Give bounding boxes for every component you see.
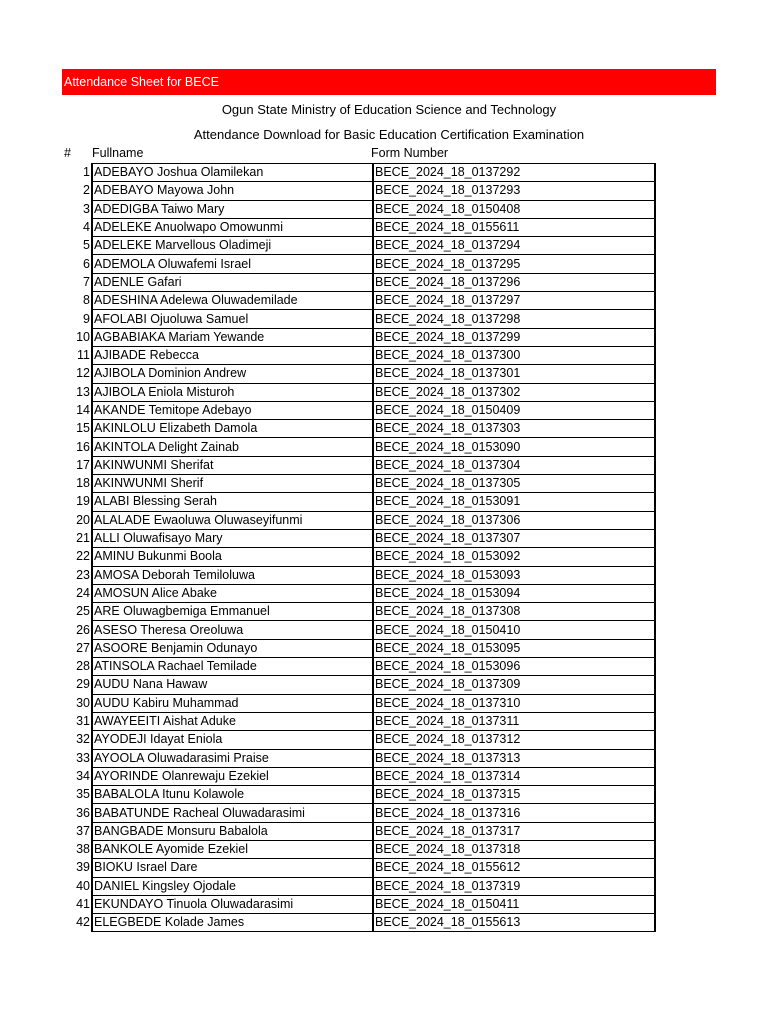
row-number: 37 [76, 823, 90, 838]
table-row [62, 840, 655, 858]
table-row [62, 584, 655, 602]
row-form-number: BECE_2024_18_0137319 [373, 877, 655, 895]
table-row [62, 914, 655, 932]
row-fullname: ADEBAYO Joshua Olamilekan [92, 164, 373, 182]
row-form-number: BECE_2024_18_0153090 [373, 438, 655, 456]
row-fullname: AJIBADE Rebecca [92, 346, 373, 364]
row-form-number: BECE_2024_18_0137306 [373, 511, 655, 529]
row-form-number: BECE_2024_18_0155612 [373, 859, 655, 877]
row-fullname: ADELEKE Anuolwapo Omowunmi [92, 218, 373, 236]
row-fullname: AWAYEEITI Aishat Aduke [92, 712, 373, 730]
table-row [62, 456, 655, 474]
row-number: 18 [76, 476, 90, 491]
table-row [62, 273, 655, 291]
row-form-number: BECE_2024_18_0137301 [373, 365, 655, 383]
row-number: 13 [76, 384, 90, 399]
row-form-number: BECE_2024_18_0137304 [373, 456, 655, 474]
row-number: 17 [76, 457, 90, 472]
row-number: 7 [83, 274, 90, 289]
row-number: 20 [76, 512, 90, 527]
row-fullname: AKANDE Temitope Adebayo [92, 401, 373, 419]
table-row [62, 164, 655, 182]
table-row [62, 292, 655, 310]
row-fullname: ADEDIGBA Taiwo Mary [92, 200, 373, 218]
row-form-number: BECE_2024_18_0137307 [373, 529, 655, 547]
row-number: 21 [76, 531, 90, 546]
table-row [62, 346, 655, 364]
table-row [62, 438, 655, 456]
row-number: 6 [83, 256, 90, 271]
row-number: 33 [76, 750, 90, 765]
row-form-number: BECE_2024_18_0137308 [373, 603, 655, 621]
row-form-number: BECE_2024_18_0137292 [373, 164, 655, 182]
table-row [62, 603, 655, 621]
row-fullname: EKUNDAYO Tinuola Oluwadarasimi [92, 895, 373, 913]
row-number: 40 [76, 878, 90, 893]
table-row [62, 548, 655, 566]
row-form-number: BECE_2024_18_0137302 [373, 383, 655, 401]
row-form-number: BECE_2024_18_0150410 [373, 621, 655, 639]
row-number: 31 [76, 714, 90, 729]
row-fullname: AMOSA Deborah Temiloluwa [92, 566, 373, 584]
row-number: 3 [83, 201, 90, 216]
row-form-number: BECE_2024_18_0137305 [373, 475, 655, 493]
table-row [62, 676, 655, 694]
row-number: 1 [83, 165, 90, 180]
row-form-number: BECE_2024_18_0137299 [373, 328, 655, 346]
row-fullname: ASOORE Benjamin Odunayo [92, 639, 373, 657]
table-row [62, 383, 655, 401]
row-number: 4 [83, 220, 90, 235]
row-number: 28 [76, 659, 90, 674]
row-fullname: BABATUNDE Racheal Oluwadarasimi [92, 804, 373, 822]
row-fullname: ATINSOLA Rachael Temilade [92, 658, 373, 676]
row-number: 27 [76, 640, 90, 655]
row-fullname: BABALOLA Itunu Kolawole [92, 786, 373, 804]
table-row [62, 401, 655, 419]
row-form-number: BECE_2024_18_0155611 [373, 218, 655, 236]
row-fullname: ADEMOLA Oluwafemi Israel [92, 255, 373, 273]
row-number: 9 [83, 311, 90, 326]
row-number: 25 [76, 604, 90, 619]
row-form-number: BECE_2024_18_0153093 [373, 566, 655, 584]
exam-title: Attendance Download for Basic Education Certification Examination [193, 127, 585, 142]
table-row [62, 420, 655, 438]
row-fullname: AGBABIAKA Mariam Yewande [92, 328, 373, 346]
table-row [62, 749, 655, 767]
row-fullname: ALALADE Ewaoluwa Oluwaseyifunmi [92, 511, 373, 529]
attendance-table-body [62, 164, 655, 932]
table-row [62, 658, 655, 676]
table-row [62, 822, 655, 840]
table-row [62, 237, 655, 255]
ministry-title: Ogun State Ministry of Education Science and Technology [221, 102, 557, 117]
table-row [62, 877, 655, 895]
row-fullname: ARE Oluwagbemiga Emmanuel [92, 603, 373, 621]
row-form-number: BECE_2024_18_0150409 [373, 401, 655, 419]
row-number: 26 [76, 622, 90, 637]
row-form-number: BECE_2024_18_0137293 [373, 182, 655, 200]
row-number: 22 [76, 549, 90, 564]
row-fullname: ELEGBEDE Kolade James [92, 914, 373, 932]
row-fullname: AUDU Kabiru Muhammad [92, 694, 373, 712]
table-row [62, 255, 655, 273]
row-fullname: BANKOLE Ayomide Ezekiel [92, 840, 373, 858]
row-number: 16 [76, 439, 90, 454]
attendance-table [62, 163, 656, 932]
row-number: 14 [76, 403, 90, 417]
row-form-number: BECE_2024_18_0153091 [373, 493, 655, 511]
row-fullname: AJIBOLA Dominion Andrew [92, 365, 373, 383]
table-row [62, 529, 655, 547]
row-form-number: BECE_2024_18_0137298 [373, 310, 655, 328]
row-number: 23 [76, 567, 90, 582]
table-row [62, 859, 655, 877]
row-fullname: BANGBADE Monsuru Babalola [92, 822, 373, 840]
table-row [62, 218, 655, 236]
row-form-number: BECE_2024_18_0137312 [373, 731, 655, 749]
row-form-number: BECE_2024_18_0153092 [373, 548, 655, 566]
table-row [62, 621, 655, 639]
row-number: 41 [76, 897, 90, 912]
row-number: 29 [76, 677, 90, 692]
row-fullname: AKINLOLU Elizabeth Damola [92, 420, 373, 438]
row-fullname: AMINU Bukunmi Boola [92, 548, 373, 566]
row-fullname: AUDU Nana Hawaw [92, 676, 373, 694]
row-form-number: BECE_2024_18_0153094 [373, 584, 655, 602]
row-number: 34 [76, 768, 90, 783]
table-row [62, 182, 655, 200]
row-form-number: BECE_2024_18_0137309 [373, 676, 655, 694]
row-form-number: BECE_2024_18_0137303 [373, 420, 655, 438]
column-header-fullname: Fullname [92, 146, 144, 160]
column-header-form-number: Form Number [371, 146, 449, 160]
row-fullname: ADENLE Gafari [92, 273, 373, 291]
row-fullname: AKINWUNMI Sherifat [92, 456, 373, 474]
column-header-number: # [64, 146, 71, 160]
row-fullname: ALABI Blessing Serah [92, 493, 373, 511]
row-fullname: AFOLABI Ojuoluwa Samuel [92, 310, 373, 328]
row-number: 42 [76, 915, 90, 930]
table-row [62, 694, 655, 712]
table-row [62, 493, 655, 511]
row-fullname: AYOOLA Oluwadarasimi Praise [92, 749, 373, 767]
row-form-number: BECE_2024_18_0155613 [373, 914, 655, 932]
table-row [62, 511, 655, 529]
table-row [62, 200, 655, 218]
row-fullname: ASESO Theresa Oreoluwa [92, 621, 373, 639]
row-form-number: BECE_2024_18_0137310 [373, 694, 655, 712]
row-fullname: AJIBOLA Eniola Misturoh [92, 383, 373, 401]
row-number: 32 [76, 732, 90, 747]
row-form-number: BECE_2024_18_0137313 [373, 749, 655, 767]
row-fullname: AKINWUNMI Sherif [92, 475, 373, 493]
row-fullname: DANIEL Kingsley Ojodale [92, 877, 373, 895]
row-form-number: BECE_2024_18_0153095 [373, 639, 655, 657]
row-fullname: AKINTOLA Delight Zainab [92, 438, 373, 456]
row-form-number: BECE_2024_18_0137294 [373, 237, 655, 255]
table-row [62, 566, 655, 584]
row-number: 38 [76, 842, 90, 857]
table-row [62, 712, 655, 730]
table-row [62, 475, 655, 493]
row-form-number: BECE_2024_18_0137297 [373, 292, 655, 310]
row-form-number: BECE_2024_18_0153096 [373, 658, 655, 676]
row-form-number: BECE_2024_18_0137311 [373, 712, 655, 730]
row-form-number: BECE_2024_18_0137316 [373, 804, 655, 822]
row-form-number: BECE_2024_18_0137315 [373, 786, 655, 804]
table-row [62, 328, 655, 346]
row-fullname: AYODEJI Idayat Eniola [92, 731, 373, 749]
row-number: 8 [83, 293, 90, 308]
table-row [62, 804, 655, 822]
row-fullname: BIOKU Israel Dare [92, 859, 373, 877]
row-form-number: BECE_2024_18_0137318 [373, 840, 655, 858]
table-row [62, 310, 655, 328]
row-fullname: ADESHINA Adelewa Oluwademilade [92, 292, 373, 310]
row-fullname: ADELEKE Marvellous Oladimeji [92, 237, 373, 255]
row-form-number: BECE_2024_18_0137295 [373, 255, 655, 273]
row-fullname: ALLI Oluwafisayo Mary [92, 529, 373, 547]
table-row [62, 731, 655, 749]
row-number: 15 [76, 421, 90, 436]
row-form-number: BECE_2024_18_0137300 [373, 346, 655, 364]
row-form-number: BECE_2024_18_0137296 [373, 273, 655, 291]
row-number: 5 [83, 238, 90, 253]
row-fullname: AMOSUN Alice Abake [92, 584, 373, 602]
sheet-banner: Attendance Sheet for BECE [62, 69, 716, 95]
table-row [62, 639, 655, 657]
row-number: 36 [76, 805, 90, 820]
row-number: 11 [77, 348, 90, 363]
row-number: 2 [83, 183, 90, 198]
row-form-number: BECE_2024_18_0137317 [373, 822, 655, 840]
table-row [62, 365, 655, 383]
row-form-number: BECE_2024_18_0137314 [373, 767, 655, 785]
row-number: 35 [76, 787, 90, 802]
row-number: 10 [76, 329, 90, 344]
table-row [62, 895, 655, 913]
table-row [62, 767, 655, 785]
row-form-number: BECE_2024_18_0150408 [373, 200, 655, 218]
row-fullname: AYORINDE Olanrewaju Ezekiel [92, 767, 373, 785]
row-number: 24 [76, 585, 90, 600]
table-row [62, 786, 655, 804]
row-form-number: BECE_2024_18_0150411 [373, 895, 655, 913]
row-number: 12 [76, 366, 90, 381]
row-number: 19 [76, 494, 90, 509]
row-fullname: ADEBAYO Mayowa John [92, 182, 373, 200]
row-number: 39 [76, 860, 90, 875]
row-number: 30 [76, 695, 90, 710]
